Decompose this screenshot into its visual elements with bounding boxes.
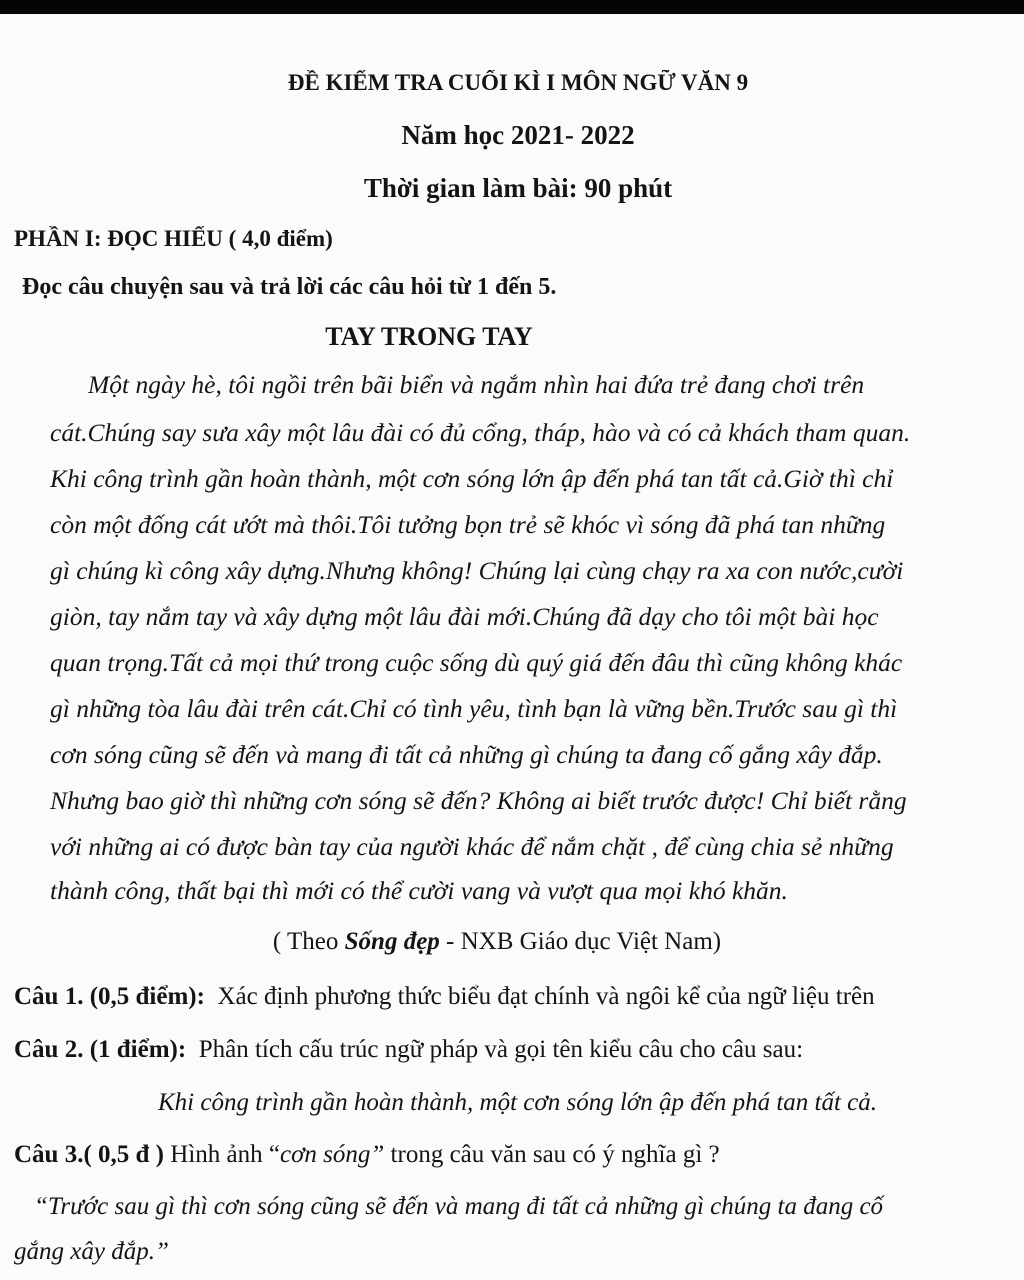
question-2-label: Câu 2. (1 điểm):	[14, 1036, 187, 1063]
passage-line: Nhưng bao giờ thì những cơn sóng sẽ đến? Không ai biết trước được! Chỉ biết rằng	[50, 786, 907, 815]
source-book-title: Sống đẹp	[344, 928, 440, 955]
question-2	[14, 1036, 1024, 1064]
question-2-text: Phân tích cấu trúc ngữ pháp và gọi tên kiểu câu cho câu sau:	[186, 1036, 804, 1063]
passage-line: quan trọng.Tất cả mọi thứ trong cuộc sống dù quý giá đến đâu thì cũng không khác	[50, 648, 903, 677]
question-1	[14, 983, 1024, 1011]
passage-line: với những ai có được bàn tay của người khác để nắm chặt , để cùng chia sẻ những	[50, 832, 894, 861]
question-3-label: Câu 3.( 0,5 đ )	[14, 1141, 165, 1168]
story-source	[0, 928, 1024, 956]
passage-line: gì chúng kì công xây dựng.Nhưng không! Chúng lại cùng chạy ra xa con nước,cười	[50, 556, 904, 585]
section-title: PHẦN I: ĐỌC HIỂU ( 4,0 điểm)	[14, 226, 333, 251]
story-title: TAY TRONG TAY	[325, 322, 533, 351]
passage-line: giòn, tay nắm tay và xây dựng một lâu đài mới.Chúng đã dạy cho tôi một bài học	[50, 602, 879, 631]
passage-line: thành công, thất bại thì mới có thể cười vang và vượt qua mọi khó khăn.	[50, 876, 788, 905]
question-3-quote-line-2: gắng xây đắp.”	[14, 1238, 169, 1265]
passage-line: cát.Chúng say sưa xây một lâu đài có đủ cổng, tháp, hào và có cả khách tham quan.	[50, 418, 911, 447]
exam-duration: Thời gian làm bài: 90 phút	[363, 173, 673, 203]
passage-line: Khi công trình gần hoàn thành, một cơn sóng lớn ập đến phá tan tất cả.Giờ thì chỉ	[50, 464, 894, 493]
passage-line: cơn sóng cũng sẽ đến và mang đi tất cả những gì chúng ta đang cố gắng xây đắp.	[50, 740, 883, 769]
question-3-text-italic: cơn sóng”	[279, 1141, 385, 1168]
exam-title: ĐỀ KIỂM TRA CUỐI KÌ I MÔN NGỮ VĂN 9	[287, 70, 749, 95]
question-1-label: Câu 1. (0,5 điểm):	[14, 983, 205, 1010]
section-instruction: Đọc câu chuyện sau và trả lời các câu hỏi từ 1 đến 5.	[22, 274, 557, 300]
passage-line: gì những tòa lâu đài trên cát.Chỉ có tình yêu, tình bạn là vững bền.Trước sau gì thì	[50, 694, 898, 723]
question-3	[14, 1141, 1024, 1169]
question-3-text-before: Hình ảnh “	[164, 1141, 280, 1168]
passage-line: Một ngày hè, tôi ngồi trên bãi biển và ngắm nhìn hai đứa trẻ đang chơi trên	[88, 370, 865, 399]
top-dark-border	[0, 0, 1024, 14]
question-3-quote-line-1: “Trước sau gì thì cơn sóng cũng sẽ đến và mang đi tất cả những gì chúng ta đang cố	[34, 1193, 884, 1220]
question-2-quote: Khi công trình gần hoàn thành, một cơn sóng lớn ập đến phá tan tất cả.	[158, 1089, 878, 1116]
school-year: Năm học 2021- 2022	[401, 120, 635, 150]
question-1-text: Xác định phương thức biểu đạt chính và ngôi kể của ngữ liệu trên	[204, 983, 875, 1010]
question-3-text-after: trong câu văn sau có ý nghĩa gì ?	[384, 1141, 720, 1168]
passage-line: còn một đống cát ướt mà thôi.Tôi tưởng bọn trẻ sẽ khóc vì sóng đã phá tan những	[50, 510, 886, 539]
source-suffix: - NXB Giáo dục Việt Nam)	[439, 928, 722, 955]
source-prefix: ( Theo	[272, 928, 345, 955]
